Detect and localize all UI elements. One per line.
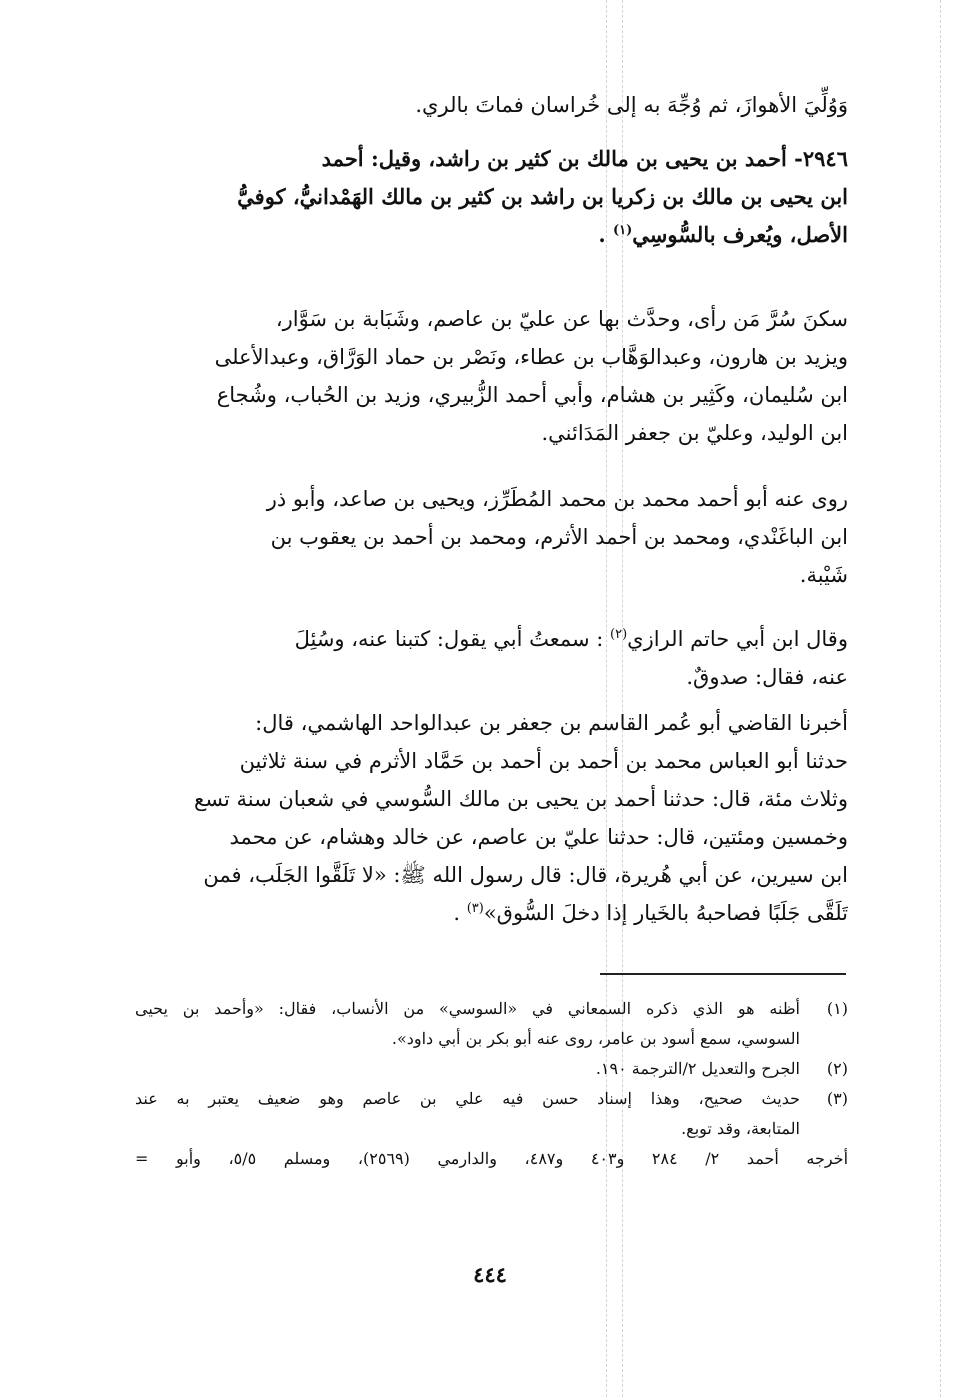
footnote-3 xyxy=(135,1084,848,1144)
footnote-number: (١) xyxy=(826,999,848,1018)
paragraph-teachers xyxy=(135,300,848,452)
footnote-ref: (٣) xyxy=(466,901,484,916)
text-line: الجرح والتعديل ٢/الترجمة ١٩٠. xyxy=(595,1059,800,1078)
footnote-1 xyxy=(135,994,848,1054)
text-line: سكنَ سُرَّ مَن رأى، وحدَّث بها عن عليّ بن عاصم، وشَبَابة بن سَوَّار، xyxy=(275,307,848,331)
text-line: وخمسين ومئتين، قال: حدثنا عليّ بن عاصم، عن خالد وهشام، عن محمد xyxy=(229,825,848,849)
text-line xyxy=(135,620,848,658)
text-line: ابن يحيى بن مالك بن زكريا بن راشد بن كثير بن مالك الهَمْدانيُّ، كوفيُّ xyxy=(237,184,848,209)
paragraph-hadith xyxy=(135,704,848,932)
text-line xyxy=(135,216,848,254)
entry-number: ٢٩٤٦- xyxy=(794,146,848,171)
footnote-ref: (١) xyxy=(612,223,633,238)
text-line: السوسي، سمع أسود بن عامر، روى عنه أبو بكر بن أبي داود». xyxy=(391,1029,800,1048)
text-line: أخبرنا القاضي أبو عُمر القاسم بن جعفر بن عبدالواحد الهاشمي، قال: xyxy=(255,711,848,735)
footnote-number: (٢) xyxy=(826,1059,848,1078)
footnote-separator xyxy=(600,973,846,975)
footnote-2 xyxy=(135,1054,848,1084)
text-line: ابن الباغَنْدي، ومحمد بن أحمد الأثرم، ومحمد بن أحمد بن يعقوب بن xyxy=(270,525,848,549)
text-line: ابن سيرين، عن أبي هُريرة، قال: قال رسول الله ﷺ: «لا تَلَقَّوا الجَلَب، فمن xyxy=(203,863,848,887)
punctuation: . xyxy=(598,222,606,247)
text-line: ابن الوليد، وعليّ بن جعفر المَدَائني. xyxy=(541,421,848,445)
footnote-text xyxy=(135,994,800,1054)
text-line xyxy=(135,140,848,178)
paragraph-continuation xyxy=(135,86,848,124)
text-line: روى عنه أبو أحمد محمد بن محمد المُطَرِّز، ويحيى بن صاعد، وأبو ذر xyxy=(266,487,848,511)
text-line: ابن سُليمان، وكَثِير بن هشام، وأبي أحمد الزُّبيري، وزيد بن الحُباب، وشُجاع xyxy=(216,383,848,407)
footnote-continuation: أخرجه أحمد ٢/ ٢٨٤ و٤٠٣ و٤٨٧، والدارمي (٢٥٦٩)، ومسلم ٥/٥، وأبو = xyxy=(135,1149,848,1168)
text-line: أظنه هو الذي ذكره السمعاني في «السوسي» من الأنساب، فقال: «وأحمد بن يحيى xyxy=(135,999,800,1018)
paragraph-assessment xyxy=(135,620,848,696)
text-line xyxy=(135,894,848,932)
biography-entry-heading xyxy=(135,140,848,254)
text-line: شَيْبة. xyxy=(799,563,848,587)
scan-artifact-line xyxy=(940,0,941,1397)
text-line: عنه، فقال: صدوقٌ. xyxy=(686,665,848,689)
text-line: وَوُلِّيَ الأهوازَ، ثم وُجِّهَ به إلى خُراسان فماتَ بالري. xyxy=(415,93,848,117)
text-segment: : سمعتُ أبي يقول: كتبنا عنه، وسُئِلَ xyxy=(294,627,604,651)
footnote-text xyxy=(135,1054,800,1084)
paragraph-students xyxy=(135,480,848,594)
footnote-ref: (٢) xyxy=(610,627,628,642)
text-line: ويزيد بن هارون، وعبدالوَهَّاب بن عطاء، ونَصْر بن حماد الوَرَّاق، وعبدالأعلى xyxy=(214,345,848,369)
footnote-number: (٣) xyxy=(826,1089,848,1108)
text-segment: تَلَقَّى جَلَبًا فصاحبهُ بالخَيار إذا دخلَ السُّوق» xyxy=(483,901,848,925)
entry-name-text: الأصل، ويُعرف بالسُّوسِي xyxy=(632,222,848,247)
footnote-text xyxy=(135,1084,800,1144)
text-line: حدثنا أبو العباس محمد بن أحمد بن أحمد بن حَمَّاد الأثرم في سنة ثلاثين xyxy=(239,749,848,773)
entry-name-text: أحمد بن يحيى بن مالك بن كثير بن راشد، وقيل: أحمد xyxy=(321,146,787,171)
footnotes xyxy=(135,994,848,1174)
punctuation: . xyxy=(453,901,460,925)
text-line: حديث صحيح، وهذا إسناد حسن فيه علي بن عاصم وهو ضعيف يعتبر به عند xyxy=(135,1089,800,1108)
text-segment: وقال ابن أبي حاتم الرازي xyxy=(627,627,848,651)
text-line: وثلاث مئة، قال: حدثنا أحمد بن يحيى بن مالك السُّوسي في شعبان سنة تسع xyxy=(194,787,848,811)
page-number: ٤٤٤ xyxy=(473,1262,507,1287)
text-line: المتابعة، وقد توبع. xyxy=(681,1119,800,1138)
